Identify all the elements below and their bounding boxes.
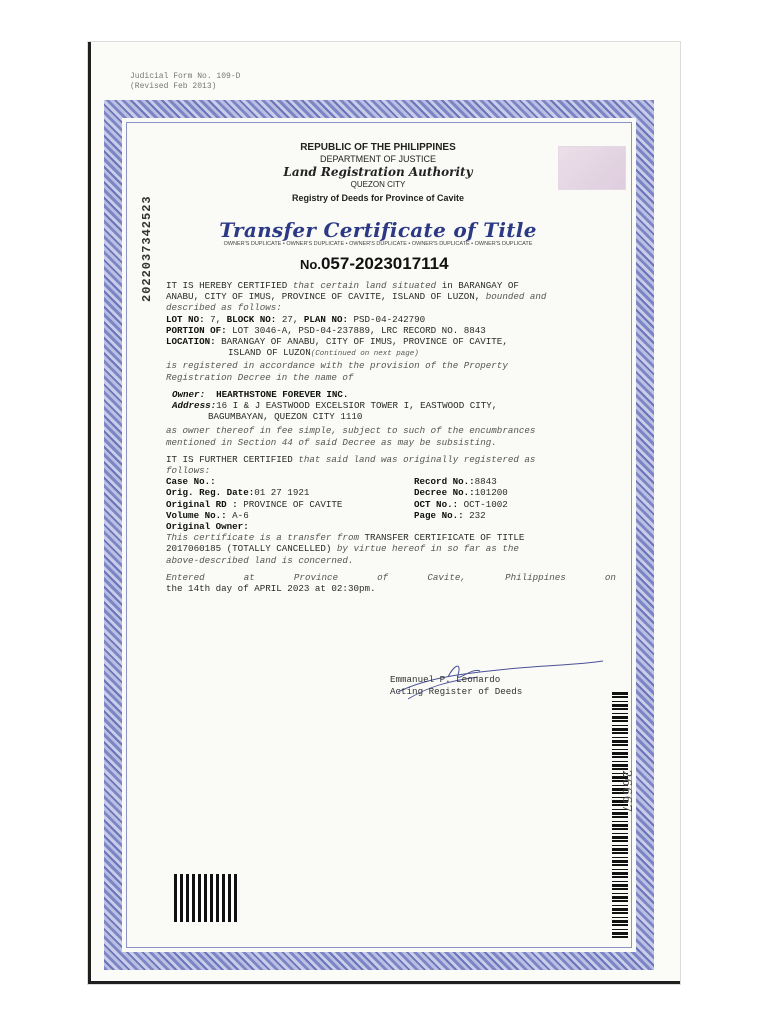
transfer-line-2: 2017060185 (TOTALLY CANCELLED) by virtue hereof in so far as the: [166, 543, 519, 555]
signatory-name: Emmanuel P. Leonardo: [390, 674, 501, 685]
department-label: DEPARTMENT OF JUSTICE: [319, 154, 436, 164]
owners-duplicate-line: OWNER'S DUPLICATE • OWNER'S DUPLICATE • OWNER'S DUPLICATE • OWNER'S DUPLICATE • OWNER'S DUPLICATE: [223, 241, 533, 247]
certified-line-2: ANABU, CITY OF IMUS, PROVINCE OF CAVITE, ISLAND OF LUZON, bounded and: [166, 291, 547, 303]
transfer-line-1: This certificate is a transfer from TRANSFER CERTIFICATE OF TITLE: [166, 532, 525, 544]
document-page: [88, 42, 680, 984]
location-line: LOCATION: BARANGAY OF ANABU, CITY OF IMUS, PROVINCE OF CAVITE,: [166, 336, 508, 348]
address-line: Address:16 I & J EASTWOOD EXCELSIOR TOWER I, EASTWOOD CITY,: [172, 400, 498, 412]
vertical-serial-number: 2022037342523: [140, 195, 154, 302]
lot-line: LOT NO: 7, BLOCK NO: 27, PLAN NO: PSD-04-242790: [166, 313, 426, 325]
signatory-block: [390, 674, 522, 697]
registered-line-2: Registration Decree in the name of: [166, 371, 354, 383]
republic-label: REPUBLIC OF THE PHILIPPINES: [300, 142, 456, 153]
transfer-line-3: above-described land is concerned.: [166, 554, 354, 566]
qr-code: [174, 874, 238, 922]
title-number: No.057-2023017114: [300, 254, 449, 273]
signatory-title: Acting Register of Deeds: [390, 685, 523, 697]
registered-line-1: is registered in accordance with the provision of the Property: [166, 360, 508, 372]
entered-line-1: Entered at Province of Cavite, Philippines on: [166, 571, 616, 583]
owner-line: Owner: HEARTHSTONE FOREVER INC.: [172, 388, 349, 400]
form-number: Judicial Form No. 109-D (Revised Feb 2013): [130, 72, 241, 91]
location-line-2: ISLAND OF LUZON(Continued on next page): [228, 347, 419, 359]
certified-line-1: IT IS HEREBY CERTIFIED that certain land situated in BARANGAY OF: [166, 280, 519, 291]
vertical-barcode: [612, 692, 628, 940]
registration-details-left: Case No.: Orig. Reg. Date:01 27 1921 Original RD : PROVINCE OF CAVITE Volume No.: A-6 Original Owner:: [166, 476, 343, 533]
address-line-2: BAGUMBAYAN, QUEZON CITY 1110: [208, 411, 363, 423]
registry-label: Registry of Deeds for Province of Cavite: [291, 193, 465, 203]
fee-simple-line-1: as owner thereof in fee simple, subject to such of the encumbrances: [166, 425, 536, 437]
authority-label: Land Registration Authority: [283, 165, 473, 179]
portion-line: PORTION OF: LOT 3046-A, PSD-04-237889, LRC RECORD NO. 8843: [166, 324, 486, 336]
handwritten-number: 26667: [620, 770, 634, 814]
registration-details-right: Record No.:8843 Decree No.:101200 OCT No.: OCT-1002 Page No.: 232: [414, 476, 508, 521]
registration-details: [166, 476, 616, 532]
further-line-2: follows:: [166, 465, 211, 477]
documentary-stamp: [558, 146, 626, 190]
fee-simple-line-2: mentioned in Section 44 of said Decree as may be subsisting.: [166, 436, 497, 448]
city-label: QUEZON CITY: [350, 180, 406, 189]
entered-line-2: the 14th day of APRIL 2023 at 02:30pm.: [166, 583, 376, 595]
document-title: Transfer Certificate of Title: [219, 218, 537, 242]
further-line-1: IT IS FURTHER CERTIFIED that said land was originally registered as: [166, 453, 536, 465]
certificate-body: [166, 280, 616, 594]
certified-line-3: described as follows:: [166, 302, 282, 314]
document-header: [208, 142, 548, 205]
